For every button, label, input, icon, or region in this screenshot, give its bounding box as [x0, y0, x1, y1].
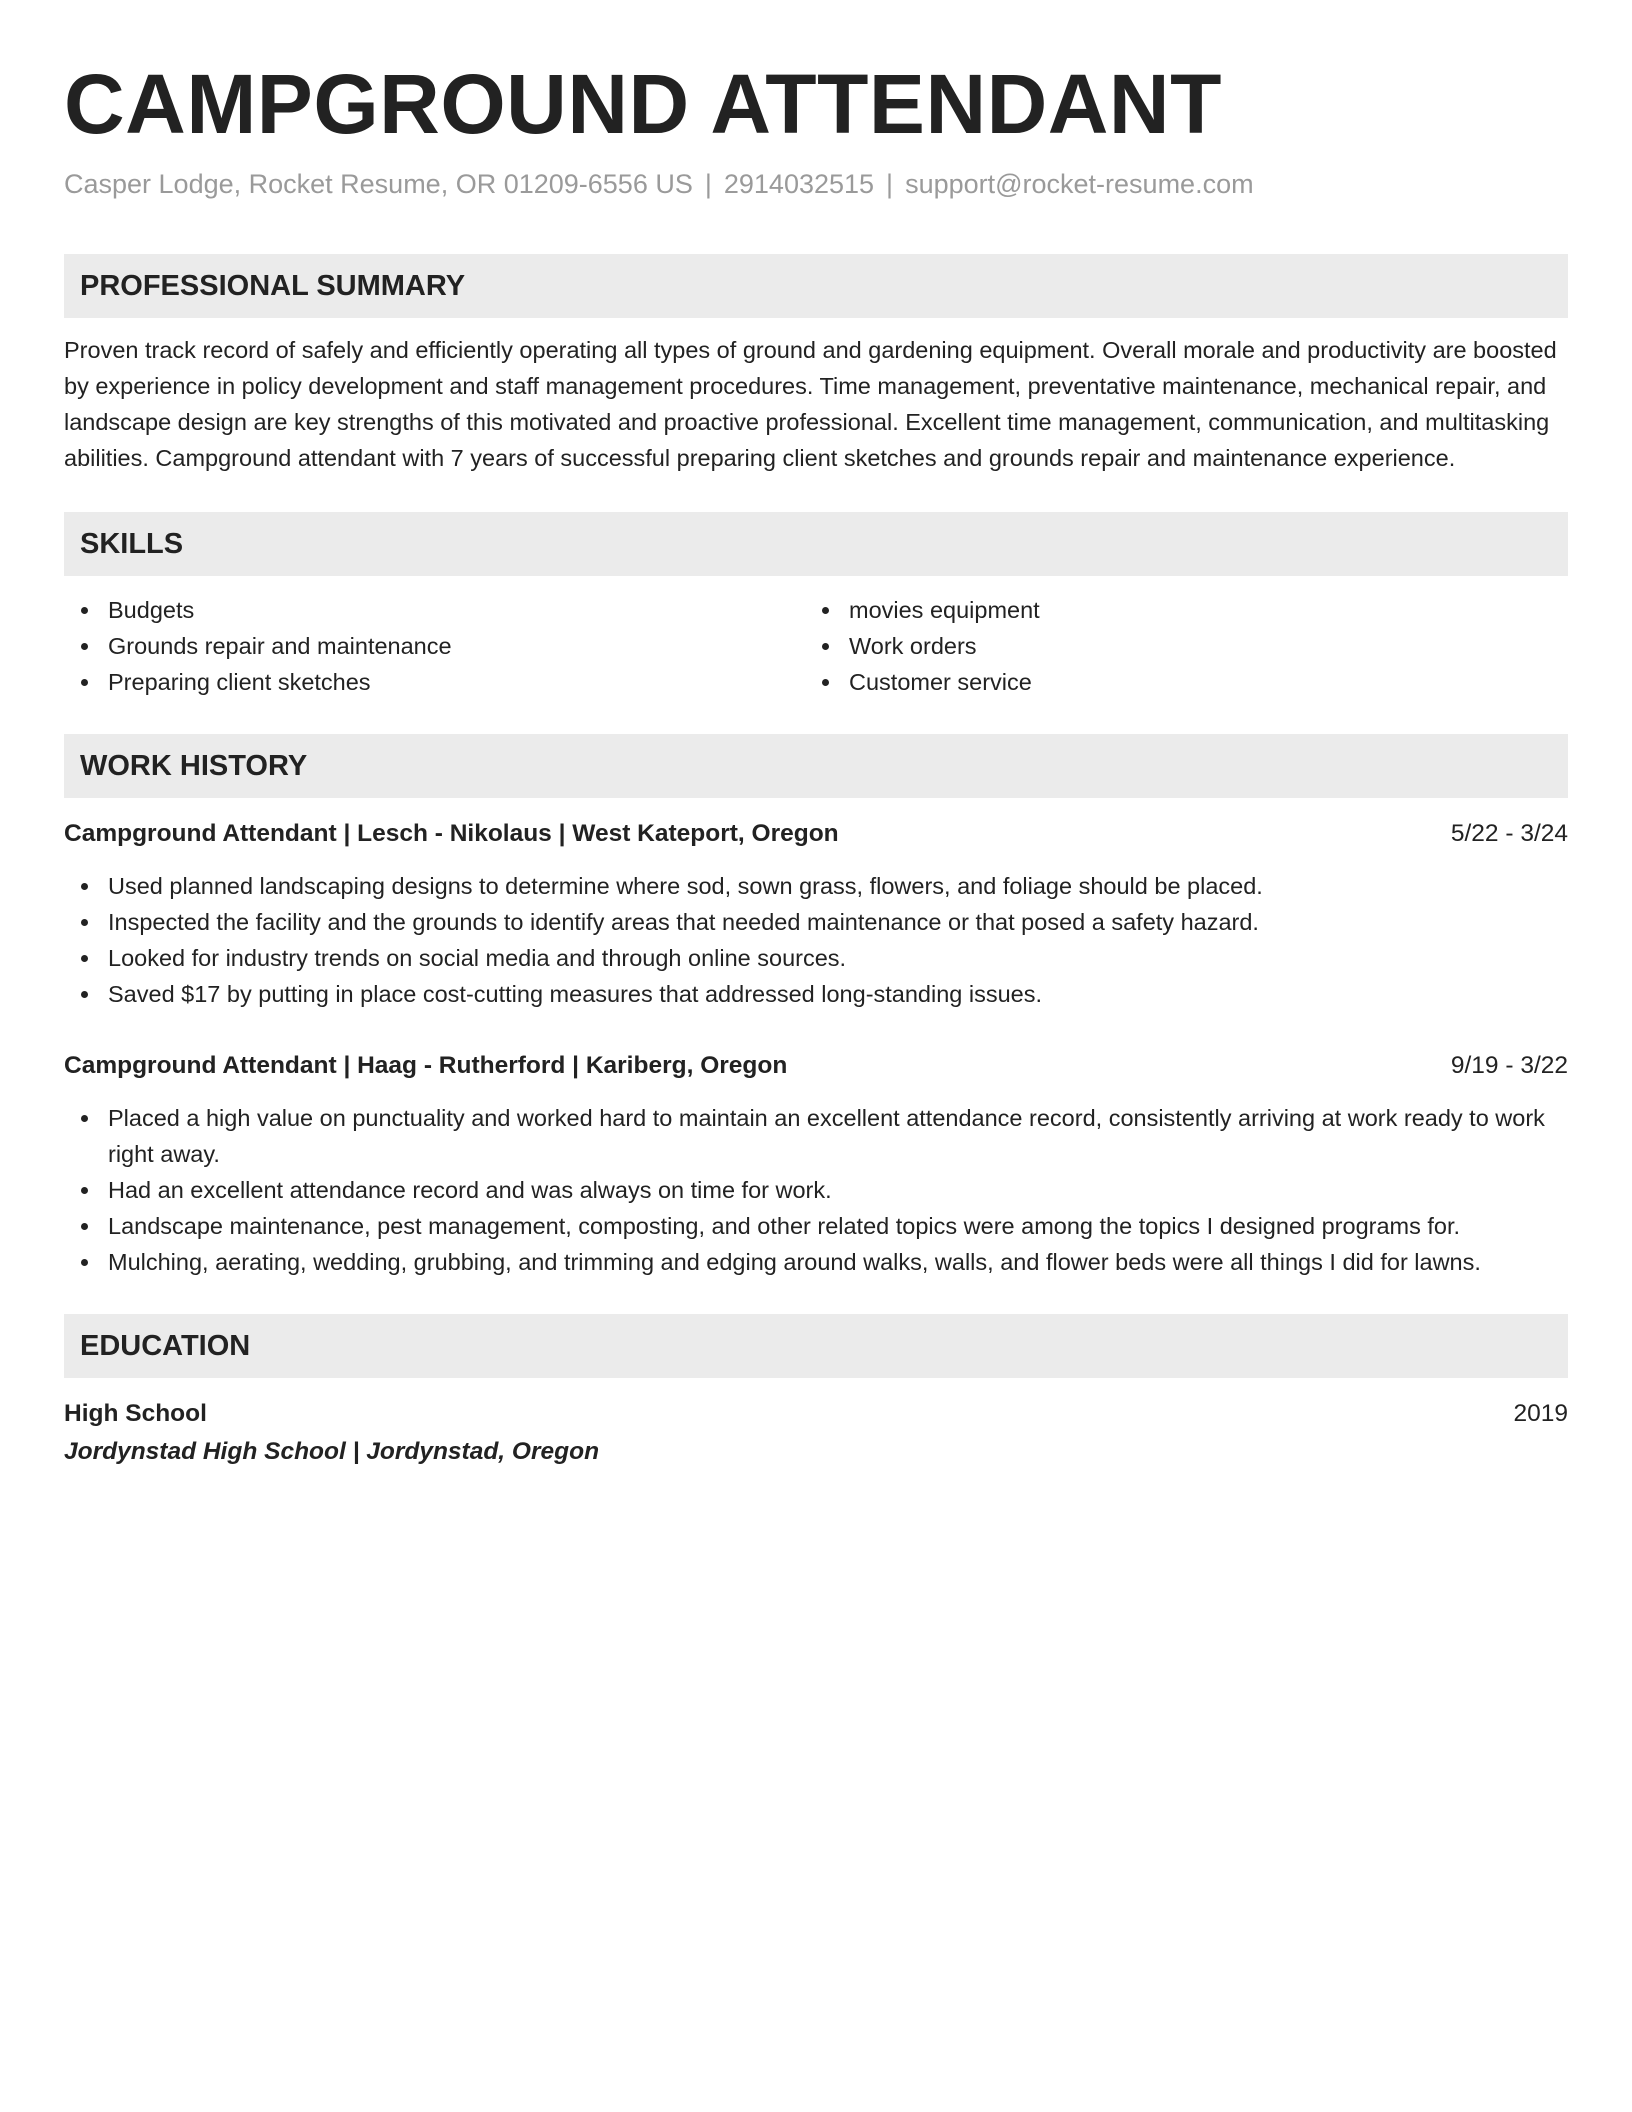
education-section-header	[64, 1314, 1568, 1378]
education-school: Jordynstad High School | Jordynstad, Oregon	[64, 1438, 600, 1465]
skills-heading: SKILLS	[80, 527, 184, 560]
skill-item: movies equipment	[805, 592, 1546, 628]
job-title: Campground Attendant | Lesch - Nikolaus | West Kateport, Oregon	[64, 820, 839, 847]
job-title: Campground Attendant | Haag - Rutherford | Kariberg, Oregon	[64, 1052, 788, 1079]
skills-section-header	[64, 512, 1568, 576]
job-header	[64, 1048, 1568, 1084]
job-bullet: Landscape maintenance, pest management, composting, and other related topics were among the topics I designed programs for.	[64, 1208, 1568, 1244]
skills-grid	[64, 592, 1568, 700]
job-bullets	[64, 1100, 1568, 1280]
contact-email: support@rocket-resume.com	[905, 169, 1254, 199]
skill-item: Work orders	[805, 628, 1546, 664]
job-header	[64, 816, 1568, 852]
summary-heading: PROFESSIONAL SUMMARY	[80, 269, 466, 302]
contact-address: Casper Lodge, Rocket Resume, OR 01209-6556 US	[64, 169, 693, 199]
summary-text: Proven track record of safely and efficiently operating all types of ground and gardening equipment. Overall morale and productivity are boosted by experience in policy development and staff management procedures. Time management, preventative maintenance, mechanical repair, and landscape design are key strengths of this motivated and proactive professional. Excellent time management, communication, and multitasking abilities. Campground attendant with 7 years of successful preparing client sketches and grounds repair and maintenance experience.	[64, 337, 1557, 471]
education-entry	[64, 1396, 1568, 1470]
skills-column-right	[805, 592, 1546, 700]
education-year: 2019	[1513, 1400, 1568, 1427]
job-bullet: Mulching, aerating, wedding, grubbing, and trimming and edging around walks, walls, and flower beds were all things I did for lawns.	[64, 1244, 1568, 1280]
education-header	[64, 1396, 1568, 1432]
contact-separator: |	[886, 169, 894, 199]
contact-line	[64, 166, 1568, 202]
candidate-name: CAMPGROUND ATTENDANT	[64, 57, 1222, 151]
skill-item: Customer service	[805, 664, 1546, 700]
job-bullet: Looked for industry trends on social media and through online sources.	[64, 940, 1568, 976]
skill-item: Budgets	[64, 592, 805, 628]
skill-item: Grounds repair and maintenance	[64, 628, 805, 664]
work-heading: WORK HISTORY	[80, 749, 308, 782]
job-bullet: Used planned landscaping designs to determine where sod, sown grass, flowers, and foliage should be placed.	[64, 868, 1568, 904]
work-section-header	[64, 734, 1568, 798]
skills-column-left	[64, 592, 805, 700]
contact-phone: 2914032515	[723, 169, 875, 199]
summary-section-header	[64, 254, 1568, 318]
job-dates: 5/22 - 3/24	[1450, 820, 1568, 847]
education-degree: High School	[64, 1400, 207, 1427]
job-bullet: Had an excellent attendance record and was always on time for work.	[64, 1172, 1568, 1208]
education-heading: EDUCATION	[80, 1329, 251, 1362]
skill-item: Preparing client sketches	[64, 664, 805, 700]
job-bullets	[64, 868, 1568, 1012]
job-entry	[64, 1048, 1568, 1280]
job-bullet: Inspected the facility and the grounds to identify areas that needed maintenance or that posed a safety hazard.	[64, 904, 1568, 940]
job-bullet: Saved $17 by putting in place cost-cutting measures that addressed long-standing issues.	[64, 976, 1568, 1012]
job-bullet: Placed a high value on punctuality and worked hard to maintain an excellent attendance record, consistently arriving at work ready to work right away.	[64, 1100, 1568, 1172]
job-entry	[64, 816, 1568, 1012]
job-dates: 9/19 - 3/22	[1450, 1052, 1568, 1079]
contact-separator: |	[704, 169, 712, 199]
